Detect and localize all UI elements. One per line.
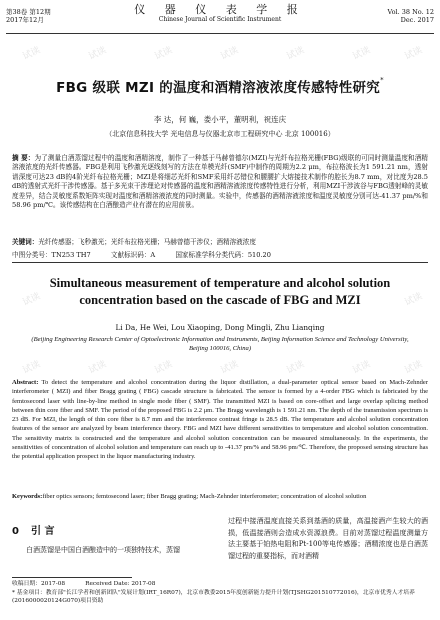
- keywords-cn: [12, 238, 428, 247]
- volume-issue-en: Vol. 38 No. 12: [387, 8, 434, 16]
- title-text: FBG 级联 MZI 的温度和酒精溶液浓度传感特性研究: [56, 80, 381, 96]
- keywords-en: [12, 492, 428, 501]
- publication-date: 2017年12月: [6, 16, 44, 24]
- discipline-code: 国家标准学科分类代码：510.20: [175, 251, 271, 259]
- running-header: [6, 2, 434, 32]
- affiliation-en: (Beijing Engineering Research Center of Optoelectronic Information and Instruments, Beijing Information Science and Technology University, Beijing 100016, China): [31, 336, 409, 353]
- abstract-en: [12, 378, 428, 462]
- section-heading: [12, 522, 54, 537]
- watermark: 试读: [87, 45, 108, 63]
- paper-title-cn: [0, 76, 440, 96]
- watermark: 试读: [219, 45, 240, 63]
- journal-name: [6, 3, 434, 24]
- intro-paragraph-right: 过程中接酒温度直接关系到基酒的质量，高温接酒产生较大的酒损，低温接酒则会造成水资源浪费。目前对蒸馏过程温度测量方法主要基于铂热电阻和Pt-100等电传感器；酒精浓度也是白酒蒸馏过程的重要指标，而对酒精: [228, 517, 428, 560]
- abstract-en-label: Abstract:: [12, 379, 39, 386]
- divider: [12, 262, 428, 263]
- header-right: [388, 8, 434, 24]
- abstract-en-text: To detect the temperature and alcohol concentration during the liquor distillation, a dual-parameter optical sensor based on Mach-Zehnder interferometer ( MZI) and fiber Bragg grating ( FBG) cascade structure is fabricated. The sensor is formed by a 4-order FBG which is fabricated by the femtosecond laser with line-by-line method in single mode fiber ( SMF). The transmitted MZI is based on core-offset and large overlap splicing method between thin core fiber and SMF. The period of the proposed FBG is 2.2 μm. The Bragg wavelength is 1 591.21 nm. The depth of the transmission spectrum is 23 dB. For MZI, the length of thin core fiber is 8.7 mm and the interference contrast fringe is 28.5 dB. The temperature and alcohol solution concentration features of the sensor are analyzed by beam interference theory. FBG and MZI have different sensitivities to temperature and alcohol solution concentration. The sensitivity matrix is constructed and the temperature and alcohol solution concentration can be measured simultaneously. In the experiments, the sensitivities of concentration of alcohol solution and temperature can reach up to -41.37 pm/% and 58.96 pm/℃. Therefore, the proposed sensing structure has the potential application prospect in the liquor manufacturing industry.: [12, 379, 428, 461]
- watermark: 试读: [403, 45, 424, 63]
- section-title: 引 言: [30, 526, 55, 537]
- abstract-cn: [12, 154, 428, 210]
- volume-issue: 第38卷 第12期: [6, 8, 51, 16]
- watermark: 试读: [285, 359, 306, 377]
- watermark: 试读: [87, 359, 108, 377]
- watermark: 试读: [153, 359, 174, 377]
- watermark: 试读: [21, 291, 42, 309]
- intro-paragraph-left: 白酒蒸馏是中国白酒酿造中的一项独特技术，蒸馏: [26, 546, 180, 554]
- title-footnote-mark: *: [380, 76, 384, 84]
- footnote-divider: [12, 577, 132, 578]
- watermark: 试读: [21, 45, 42, 63]
- watermark: 试读: [21, 359, 42, 377]
- watermark: 试读: [285, 45, 306, 63]
- received-line: [12, 580, 428, 589]
- watermark: 试读: [219, 359, 240, 377]
- watermark: 试读: [403, 359, 424, 377]
- clc-number: 中图分类号：TN253 TH7: [12, 251, 91, 259]
- abstract-cn-text: 为了测量白酒蒸馏过程中的温度和酒精溶度，制作了一种基于马赫曾德尔(MZI)与光纤布拉格光栅(FBG)级联的可同时测量温度和酒精溶液浓度的光纤传感器。FBG是利用飞秒激光逐线刻写的方法在单模光纤(SMF)中制作的周期为2.2 μm，布拉格波长为1 591.21 nm，透射谱深度可达23 dB的4阶光纤布拉格光栅；MZI是将细芯光纤和SMF采用纤芯错位和腰腰扩大熔接技术制作的腔长为8.7 mm，对比度为28.5 dB的透射式光纤干涉传感器。基于多光束干涉理论对传感器的温度和酒精溶液浓度传感特性进行分析，利用MZI干涉波谷与FBG透射峰的灵敏度差异，结合灵敏度系数矩阵实现对温度和酒精溶液浓度的同时测量。实验中，传感器的酒精溶液浓度和温度灵敏度分别可达-41.37 pm/%和58.96 pm/℃。该传感结构在白酒酿造产业有潜在的应用前景。: [12, 154, 428, 210]
- fund-note: * 基金项目：教育部"长江学者和创新团队"发展计划(IRT_16R07)，北京市教委2015年度创新能力提升计划(TJSHG201510772016)，北京市优秀人才培养(2016000020124G070)项目资助: [12, 589, 415, 605]
- authors-en: Li Da, He Wei, Lou Xiaoping, Dong Mingli, Zhu Lianqing: [115, 323, 325, 332]
- section-number: 0: [12, 526, 19, 537]
- keywords-en-text: fiber optics sensors; femtosecond laser; fiber Bragg grating; Mach-Zehnder interferometer; concentration of alcohol solution: [42, 493, 367, 500]
- affiliation-cn: （北京信息科技大学 光电信息与仪器北京市工程研究中心 北京 100016）: [105, 130, 335, 138]
- document-code: 文献标识码：A: [110, 251, 156, 259]
- watermark: 试读: [403, 291, 424, 309]
- keywords-en-label: Keywords:: [12, 493, 43, 500]
- received-date-en: Received Date: 2017-08: [85, 581, 156, 587]
- received-date: 收稿日期：2017-08: [12, 581, 66, 587]
- journal-title-cn: 仪 器 仪 表 学 报: [134, 3, 306, 16]
- header-divider: [6, 33, 434, 34]
- footnote: [12, 580, 428, 606]
- paper-title-en: Simultaneous measurement of temperature and alcohol solution concentration based on the cascade of FBG and MZI: [49, 276, 391, 307]
- keywords-cn-label: 关键词：: [12, 238, 39, 246]
- journal-title-en: Chinese Journal of Scientific Instrument: [158, 16, 282, 23]
- classification-cn: [12, 251, 428, 260]
- keywords-cn-text: 光纤传感器；飞秒激光；光纤布拉格光栅；马赫曾德干涉仪；酒精溶液浓度: [38, 238, 256, 246]
- watermark: 试读: [351, 359, 372, 377]
- watermark: 试读: [153, 45, 174, 63]
- watermark: 试读: [351, 45, 372, 63]
- abstract-cn-label: 摘 要：: [12, 154, 35, 162]
- publication-date-en: Dec. 2017: [400, 16, 434, 24]
- authors-cn: 李 达，何 巍，娄小平，董明利，祝连庆: [153, 115, 287, 124]
